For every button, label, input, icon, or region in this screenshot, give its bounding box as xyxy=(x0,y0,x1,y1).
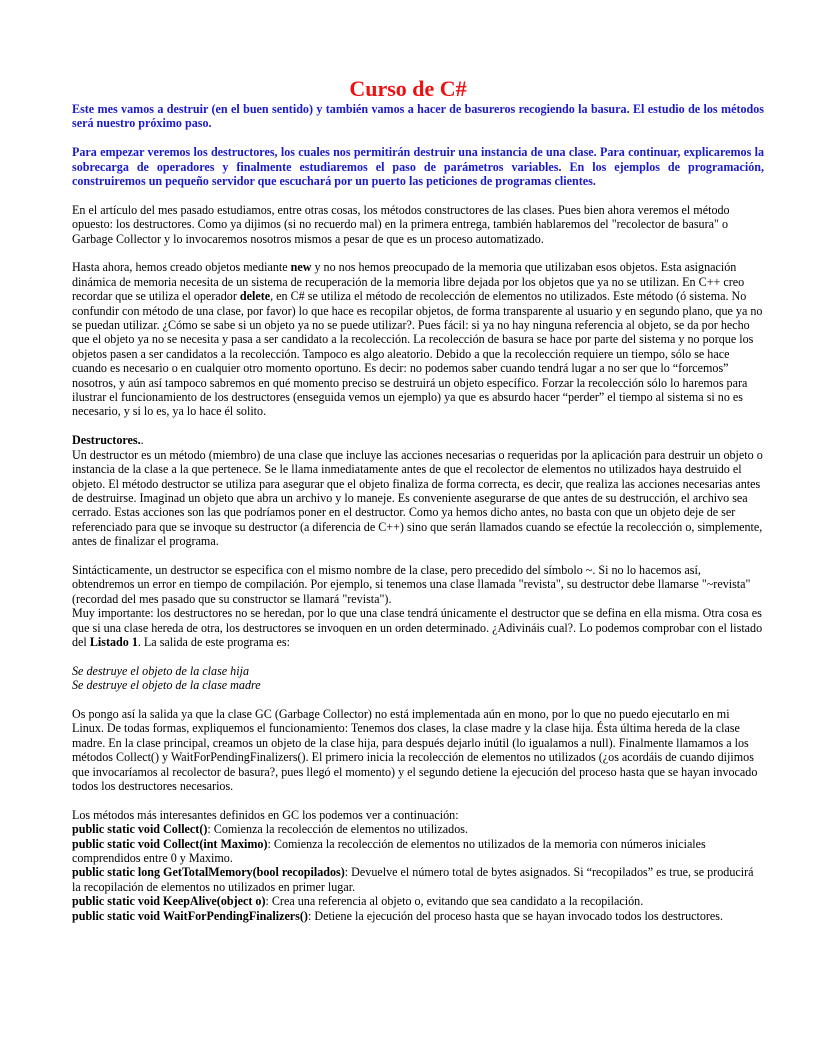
paragraph-text: Muy importante: los destructores no se heredan, por lo que una clase tendrá únicamente el destructor que se defina en ella misma. Otra cosa es que si una clase hereda de otra, los destructores se invoquen en un orden determinado. ¿Adivináis cual?. Lo podemos comprobar con el listado del xyxy=(72,606,763,649)
method-item xyxy=(72,837,764,866)
method-item xyxy=(72,894,764,908)
paragraph-constructores: En el artículo del mes pasado estudiamos, entre otras cosas, los métodos constructores de las clases. Pues bien ahora veremos el método opuesto: los destructores. Como ya dijimos (si no recuerdo mal) en la primera entrega, también hablaremos del "recolector de basura" o Garbage Collector y lo invocaremos nosotros mismos a pesar de que es un proceso automatizado. xyxy=(72,202,730,246)
method-signature: public static void KeepAlive(object o) xyxy=(72,894,266,909)
method-signature: public static long GetTotalMemory(bool recopilados) xyxy=(72,865,345,880)
method-item xyxy=(72,865,764,894)
method-description: : Crea una referencia al objeto o, evitando que sea candidato a la recopilación. xyxy=(265,894,644,909)
intro-paragraph-1: Este mes vamos a destruir (en el buen sentido) y también vamos a hacer de basureros recogiendo la basura. El estudio de los métodos será nuestro próximo paso. xyxy=(72,102,764,131)
method-item xyxy=(72,909,764,923)
method-description: : Comienza la recolección de elementos no utilizados. xyxy=(207,822,468,837)
output-line: Se destruye el objeto de la clase madre xyxy=(72,678,261,693)
heading-tail: . xyxy=(140,433,144,448)
paragraph-text: Hasta ahora, hemos creado objetos mediante xyxy=(72,260,291,275)
article-body xyxy=(72,102,764,937)
paragraph-text: y no nos hemos preocupado de la memoria que utilizaban esos objetos. Esta asignación dinámica de memoria necesita de un sistema de recuperación de la memoria libre dejada por los objetos que ya no se utilizan. En C++ creo recordar que se utiliza el operador xyxy=(72,260,745,304)
method-signature: public static void WaitForPendingFinalizers() xyxy=(72,908,308,923)
methods-intro: Los métodos más interesantes definidos en GC los podemos ver a continuación: xyxy=(72,807,459,822)
paragraph-recoleccion xyxy=(72,260,764,418)
method-signature: public static void Collect(int Maximo) xyxy=(72,836,268,851)
listing-reference: Listado 1 xyxy=(89,634,138,649)
method-item xyxy=(72,822,764,836)
section-destructores xyxy=(72,433,764,548)
section-heading: Destructores. xyxy=(72,433,141,448)
method-description: : Comienza la recolección de elementos no utilizados de la memoria con números iniciales comprendidos entre 0 y Maximo. xyxy=(72,836,706,865)
method-description: : Detiene la ejecución del proceso hasta que se hayan invocado todos los destructores. xyxy=(307,908,724,923)
method-signature: public static void Collect() xyxy=(72,822,208,837)
keyword-delete: delete xyxy=(239,289,271,304)
output-line: Se destruye el objeto de la clase hija xyxy=(72,663,249,678)
intro-paragraph-2: Para empezar veremos los destructores, los cuales nos permitirán destruir una instancia de una clase. Para continuar, explicaremos la sobrecarga de operadores y finalmente estudiaremos el paso de parámetros variables. En los ejemplos de programación, construiremos un pequeño servidor que escuchará por un puerto las peticiones de programas clientes. xyxy=(72,145,764,189)
paragraph-text: , en C# se utiliza el método de recolección de elementos no utilizados. Este método (ó sistema. No confundir con método de una clase, por favor) lo que hace es recopilar objetos, de forma transparente al usuario y en segundo plano, que ya no se puedan utilizar. ¿Cómo se sabe si un objeto ya no se puede utilizar?. Pues fácil: si ya no hay ninguna referencia al objeto, se da por hecho que el objeto ya no se necesita y pasa a ser candidato a la recolección. La recolección de basura se hace por parte del sistema y no porque los objetos pasen a ser candidatos a la recolección. Tampoco es algo aleatorio. Debido a que la recolección requiere un tiempo, sólo se hace cuando es necesario o en cualquier otro momento oportuno. Es decir: no podemos saber cuando tendrá lugar a no ser que lo “forcemos” nosotros, y aún así tampoco sabremos en qué momento preciso se destruirá un objeto específico. Forzar la recolección sólo lo haremos para ilustrar el funcionamiento de los destructores (enseguida vemos un ejemplo) ya que es absurdo hacer “perder” el tiempo al sistema si no es necesario, y si lo es, ya lo hace él solito. xyxy=(72,289,763,419)
page-title: Curso de C# xyxy=(349,76,467,101)
methods-list xyxy=(72,808,764,923)
paragraph-text: Sintácticamente, un destructor se especifica con el mismo nombre de la clase, pero precedido del símbolo ~. Si no lo hacemos así, obtendremos un error en tiempo de compilación. Por ejemplo, si tenemos una clase llamada "revista", su destructor debe llamarse "~revista" (recordad del mes pasado que su constructor se llamará "revista"). xyxy=(72,562,751,606)
paragraph-sintaxis xyxy=(72,563,764,649)
method-description: : Devuelve el número total de bytes asignados. Si “recopilados” es true, se producirá la recopilación de elementos no utilizados en primer lugar. xyxy=(72,865,754,894)
program-output xyxy=(72,664,764,693)
section-text: Un destructor es un método (miembro) de una clase que incluye las acciones necesarias o requeridas por la aplicación para destruir un objeto o instancia de la clase a la que pertenece. Se le llama inmediatamente antes de que el recolector de elementos no utilizados haya destruido el objeto. El método destructor se utiliza para asegurar que el objeto finaliza de forma correcta, es decir, que realiza las acciones necesarias antes de destruirse. Imaginad un objeto que abra un archivo y lo maneje. Es conveniente asegurarse de que antes de su destrucción, el archivo sea cerrado. Estas acciones son las que podríamos poner en el destructor. Como ya hemos dicho antes, no basta con que un objeto deje de ser referenciado para que se invoque su destructor (a diferencia de C++) sino que serán llamados cuando se efectúe la recolección o, simplemente, antes de finalizar el programa. xyxy=(72,447,763,549)
keyword-new: new xyxy=(290,260,312,275)
paragraph-text: . La salida de este programa es: xyxy=(137,634,290,649)
paragraph-explicacion: Os pongo así la salida ya que la clase GC (Garbage Collector) no está implementada aún en mono, por lo que no puedo ejecutarlo en mi Linux. De todas formas, expliquemos el funcionamiento: Tenemos dos clases, la clase madre y la clase hija. Ésta última hereda de la clase madre. En la clase principal, creamos un objeto de la clase hija, para después dejarlo inútil (lo igualamos a null). Finalmente llamamos a los métodos Collect() y WaitForPendingFinalizers(). El primero inicia la recolección de elementos no utilizados (¿os acordáis de cuando dijimos que invocaríamos al recolector de basura?, pues llegó el momento) y el segundo detiene la ejecución del proceso hasta que se hayan invocado todos los destructores necesarios. xyxy=(72,706,758,793)
